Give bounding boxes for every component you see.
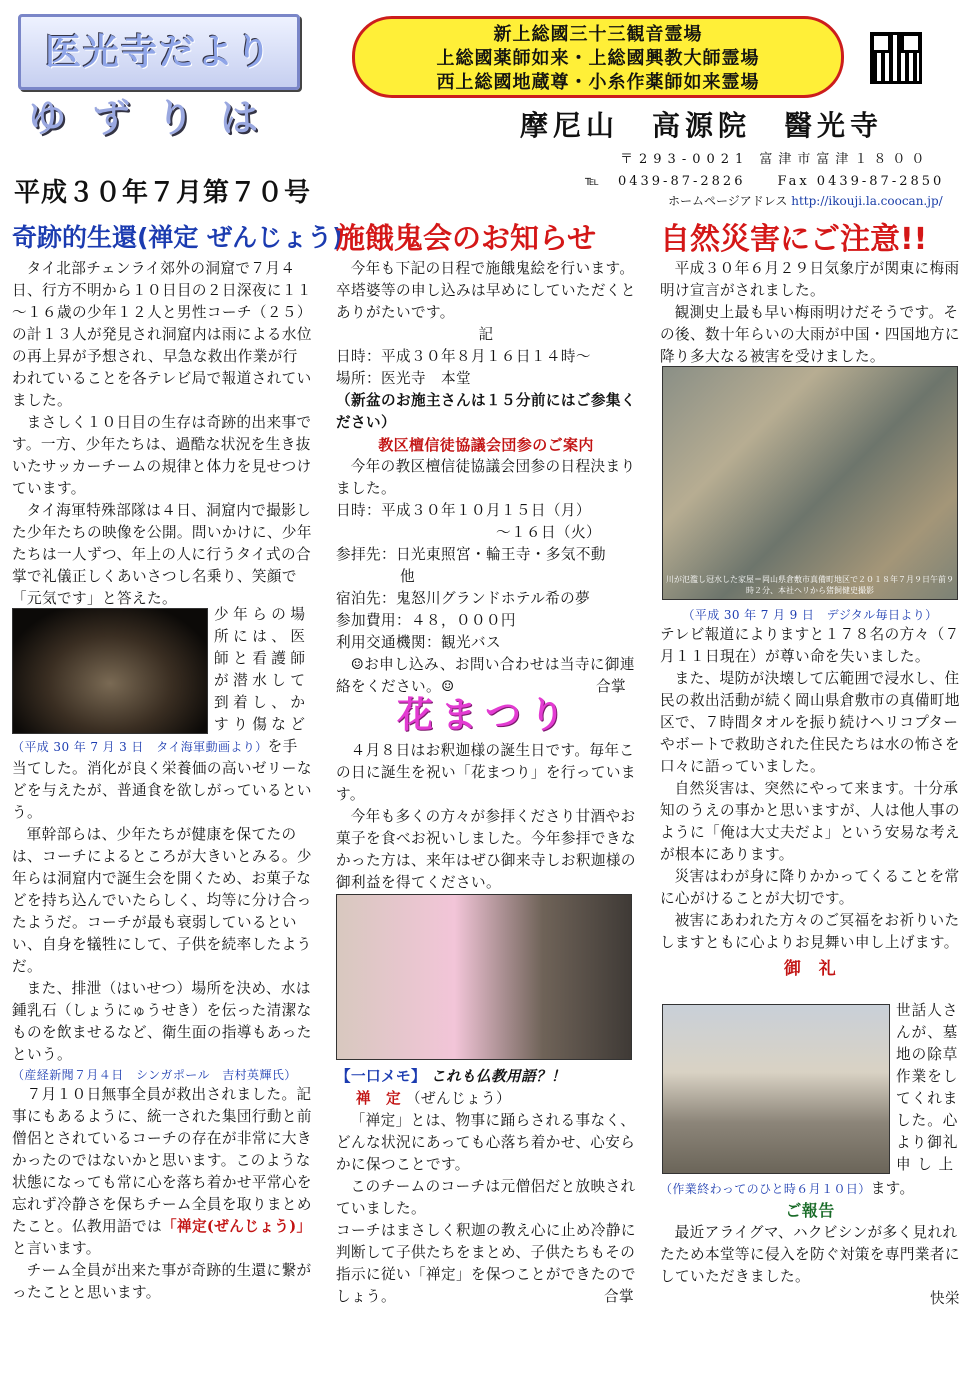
wrap-line: 到着し、か bbox=[214, 694, 310, 711]
col3-paragraph: 被害にあわれた方々のご冥福をお祈りいたしますともに心よりお見舞い申し上げます。 bbox=[660, 912, 960, 951]
wrap-line: 師と看護師 bbox=[214, 650, 310, 667]
col1-paragraph: タイ北部チェンライ郊外の洞窟で７月４日、行方不明から１０日目の２日深夜に１１～１６歳の少年１２人と男性コーチ（２５）の計１３人が発見され洞窟内は雨による水位の再上昇が予想され、早急な救出作業が行われていることを各テレビ局で報道されていました。 bbox=[12, 260, 312, 409]
column-3 bbox=[660, 258, 960, 368]
article-title-disaster: 自然災害にご注意!! bbox=[660, 222, 928, 257]
tour-date-end: ～１６日（火） bbox=[496, 524, 601, 541]
temple-name: 摩尼山 高源院 醫光寺 bbox=[520, 109, 884, 142]
memo-title: これも仏教用語？！ bbox=[431, 1068, 566, 1085]
wrap-line: んが、墓 bbox=[896, 1024, 959, 1041]
col2-paragraph: 今年も下記の日程で施餓鬼絵を行います。卒塔婆等の申し込みは早めにしていただくとありがたいです。 bbox=[336, 260, 636, 321]
col2-paragraph: このチームのコーチは元僧侶だと放映されていました。 bbox=[336, 1178, 636, 1217]
tour-date: 日時：平成３０年１０月１５日（月） bbox=[336, 502, 591, 519]
address: 〒293-0021 富津市富津１８００ bbox=[620, 152, 931, 167]
segaki-place: 場所：医光寺 本堂 bbox=[336, 370, 471, 387]
cave-photo-caption: （平成 30 年 7 月 3 日 タイ海軍動画より） bbox=[12, 740, 268, 754]
wrap-line: 少年らの場 bbox=[214, 606, 310, 623]
wrap-line: 世話人さ bbox=[896, 1002, 959, 1019]
cave-boys-photo bbox=[12, 608, 208, 734]
article-title-segaki: 施餓鬼会のお知らせ bbox=[336, 221, 597, 255]
banner-line-1: 新上総國三十三観音霊場 bbox=[493, 24, 703, 45]
column-2-middle bbox=[336, 740, 636, 894]
col3-paragraph: 平成３０年６月２９日気象庁が関東に梅雨明け宣言がされました。 bbox=[660, 260, 960, 299]
column-2 bbox=[336, 258, 636, 698]
volunteers-photo bbox=[662, 1004, 890, 1174]
contact-note: ☺お申し込み、お問い合わせは当寺に御連絡をください。☺ bbox=[336, 656, 635, 695]
wrap-line: より御礼 bbox=[896, 1134, 959, 1151]
tour-hotel: 宿泊先：鬼怒川グランドホテル希の夢 bbox=[336, 590, 591, 607]
col3-paragraph: 観測史上最も早い梅雨明けだそうです。その後、数十年らいの大雨が中国・四国地方に降り多大なる被害を受けました。 bbox=[660, 304, 960, 365]
logo-text: 医光寺だより bbox=[44, 31, 273, 73]
col1-paragraph: を手当てした。消化が良く栄養価の高いゼリーなどを与えたが、普通食を欲しがっているという。 bbox=[12, 738, 312, 821]
banner-line-3: 西上総國地蔵尊・小糸作薬師如来霊場 bbox=[436, 72, 760, 93]
news-source-caption: （産経新聞７月４日 シンガポール 吉村英輝氏） bbox=[12, 1068, 297, 1082]
report-heading: ご報告 bbox=[785, 1201, 835, 1220]
issue-number: 平成３０年７月第７０号 bbox=[14, 178, 312, 208]
gassho-sign: 合掌 bbox=[596, 678, 626, 695]
wrap-line: が潜水して bbox=[214, 672, 310, 689]
wrap-line: 地の除草 bbox=[896, 1046, 959, 1063]
col3-paragraph: 自然災害は、突然にやって来ます。十分承知のうえの事かと思いますが、人は他人事のように「俺は大丈夫だよ」という安易な考えが根本にあります。 bbox=[660, 780, 960, 863]
tour-fee: 参加費用：４８，０００円 bbox=[336, 612, 516, 629]
hanamatsuri-photo bbox=[336, 894, 632, 1060]
memo-label: 【一口メモ】 bbox=[336, 1068, 426, 1085]
volunteers-caption: （作業終わってのひと時６月１０日） bbox=[660, 1182, 871, 1196]
hanamatsuri-title: 花まつり bbox=[396, 695, 573, 736]
pilgrimage-banner bbox=[352, 16, 844, 98]
ki-mark: 記 bbox=[478, 326, 494, 343]
tour-destination: 参拝先：日光東照宮・輪王寺・多気不動 bbox=[336, 546, 606, 563]
column-1-lower bbox=[12, 736, 312, 1304]
col1-text: と言います。 bbox=[12, 1240, 101, 1257]
column-3-lower bbox=[660, 1178, 960, 1310]
col3-paragraph: 災害はわが身に降りかかってくることを常に心がけることが大切です。 bbox=[660, 868, 960, 907]
col3-paragraph: また、堤防が決壊して広範囲で浸水し、住民の救出活動が続く岡山県倉敷市の真備町地区で、７時間タオルを振り続けヘリコプターやボートで救助された住民たちは水の怖さを口々に語っていました。 bbox=[660, 670, 960, 775]
homepage-label: ホームページアドレス bbox=[668, 194, 788, 208]
banner-line-2: 上総國薬師如来・上総國興教大師霊場 bbox=[436, 48, 760, 69]
flood-photo bbox=[662, 366, 958, 600]
col1-paragraph: また、排泄（はいせつ）場所を決め、水は鍾乳石（しょうにゅうせき）を伝った清潔なものを飲ませるなど、衛生面の指導もあったという。 bbox=[12, 980, 312, 1063]
col1-paragraph: タイ海軍特殊部隊は４日、洞窟内で撮影した少年たちの映像を公開。問いかけに、少年たちは一人ずつ、年上の人に行うタイ式の合掌で礼儀正しくあいさつし名乗り、笑顔で「元気です」と答えた。 bbox=[12, 502, 312, 607]
col2-paragraph: コーチはまさしく釈迦の教え心に止め冷静に判断して子供たちをまとめ、子供たちもその指示に従い「禅定」を保つことができたのでしょう。 bbox=[336, 1222, 636, 1305]
article-title-miracle: 奇跡的生還(禅定 ぜんじょう) bbox=[12, 223, 344, 252]
wrap-line: した。心 bbox=[896, 1112, 959, 1129]
orei-heading: 御 礼 bbox=[783, 959, 837, 979]
wrap-line: 申 し 上 bbox=[896, 1156, 955, 1173]
segaki-date: 日時：平成３０年８月１６日１４時～ bbox=[336, 348, 591, 365]
col2-paragraph: 今年も多くの方々が参拝くださり甘酒やお菓子を食べお祝いしました。今年参拝できなかった方は、来年はぜひ御来寺しお釈迦様の御利益を得てください。 bbox=[336, 808, 636, 891]
author-signature: 快栄 bbox=[930, 1290, 960, 1307]
flood-photo-credit: 川が氾濫し冠水した家屋＝岡山県倉敷市真備町地区で２０１８年７月９日午前９時２分、本社ヘリから猪飼健史撮影 bbox=[666, 575, 954, 595]
wrap-line: すり傷など bbox=[214, 716, 310, 733]
wrap-line: 所には、医 bbox=[214, 628, 310, 645]
flood-photo-caption: （平成 30 年 7 月 9 日 デジタル毎日より） bbox=[682, 608, 938, 622]
tour-destination-other: 他 bbox=[400, 568, 415, 585]
col3-paragraph: テレビ報道によりますと１７８名の方々（７月１１日現在）が尊い命を失いました。 bbox=[660, 626, 960, 665]
wrap-line: 作業をし bbox=[896, 1068, 959, 1085]
homepage bbox=[668, 192, 943, 209]
col2-paragraph: 「禅定」とは、物事に踊らされる事なく、どんな状況にあっても心落ち着かせ、心安らかに保つことです。 bbox=[336, 1112, 636, 1173]
phone-fax: ℡ 0439-87-2826 Fax 0439-87-2850 bbox=[585, 174, 945, 189]
newsletter-logo bbox=[18, 14, 300, 90]
column-1 bbox=[12, 258, 312, 610]
col1-paragraph: 軍幹部らは、少年たちが健康を保てたのは、コーチによるところが大きいとみる。少年らは洞窟内で誕生会を開くため、お菓子などを持ち込んでいたらしく、均等に分け合ったようだ。コーチが最も衰弱しているといい、自身を犠牲にして、子供を続率したようだ。 bbox=[12, 826, 312, 975]
segaki-note: （新盆のお施主さんは１５分前にはご参集ください） bbox=[336, 392, 636, 431]
column-2-lower bbox=[336, 1066, 636, 1308]
column-3-middle bbox=[660, 606, 960, 980]
zenjo-term: 「禅定(ぜんじょう)」 bbox=[161, 1218, 312, 1235]
col1-paragraph: ７月１０日無事全員が救出されました。記事にもあるように、統一された集団行動と前僧侶とされているコーチの存在が非常に大きかったのではないかと思います。このような状態になっても常に心を落ち着かせ平常心を忘れず冷静さを保ちチーム全員を取りまとめたこと。仏教用語では bbox=[12, 1086, 312, 1235]
col1-wrap-text bbox=[214, 604, 314, 736]
col2-paragraph: ４月８日はお釈迦様の誕生日です。毎年この日に誕生を祝い「花まつり」を行っています。 bbox=[336, 742, 636, 803]
tour-transport: 利用交通機関：観光バス bbox=[336, 634, 501, 651]
newsletter-name: ゆずりは bbox=[28, 96, 285, 140]
col2-paragraph: 今年の教区檀信徒協議会団参の日程決まりました。 bbox=[336, 458, 636, 497]
gassho-sign: 合掌 bbox=[604, 1288, 634, 1305]
memo-term: 禅 定 bbox=[356, 1090, 401, 1107]
col1-paragraph: まさしく１０日目の生存は奇跡的出来事です。一方、少年たちは、過酷な状況を生き抜いたサッカーチームの規律と体力を見せつけています。 bbox=[12, 414, 312, 497]
col1-paragraph: チーム全員が出来た事が奇跡的生還に繋がったことと思います。 bbox=[12, 1262, 312, 1301]
col3-paragraph: 最近アライグマ、ハクビシンが多く見れれたため本堂等に侵入を防ぐ対策を専門業者にしていただきました。 bbox=[660, 1224, 960, 1285]
col3-wrap-text bbox=[896, 1000, 966, 1176]
wrap-line: てくれま bbox=[896, 1090, 959, 1107]
col3-text: ます。 bbox=[870, 1180, 915, 1197]
danjin-subtitle: 教区檀信徒協議会団参のご案内 bbox=[378, 436, 594, 454]
qr-code-icon bbox=[870, 32, 922, 84]
memo-reading: （ぜんじょう） bbox=[406, 1090, 511, 1107]
homepage-url[interactable]: http://ikouji.la.coocan.jp/ bbox=[791, 194, 943, 208]
